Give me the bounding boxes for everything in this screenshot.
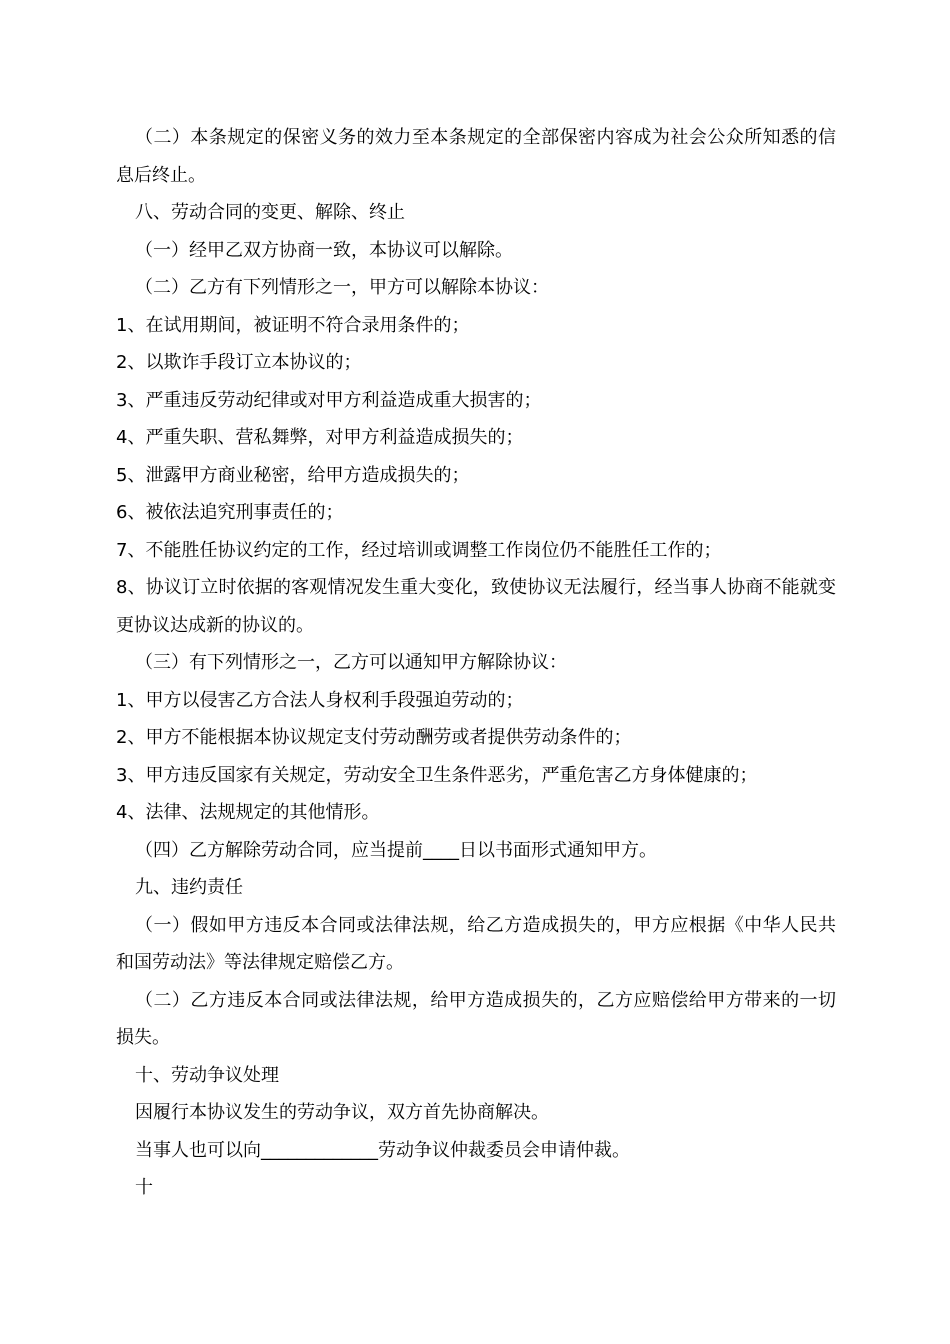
document-body <box>116 119 836 1207</box>
list-item: 2、甲方不能根据本协议规定支付劳动酬劳或者提供劳动条件的； <box>116 727 632 748</box>
list-item: 2、以欺诈手段订立本协议的； <box>116 352 362 373</box>
paragraph-9-2: （二）乙方违反本合同或法律法规，给甲方造成损失的，乙方应赔偿给甲方带来的一切损失。 <box>116 989 836 1048</box>
section-heading-11-partial: 十 <box>135 1177 153 1198</box>
list-item: 1、在试用期间，被证明不符合录用条件的； <box>116 314 470 336</box>
paragraph-8-3: （三）有下列情形之一，乙方可以通知甲方解除协议： <box>135 652 567 673</box>
list-item: 3、甲方违反国家有关规定，劳动安全卫生条件恶劣，严重危害乙方身体健康的； <box>116 764 758 786</box>
section-heading-10: 十、劳动争议处理 <box>135 1064 279 1086</box>
list-item: 8、协议订立时依据的客观情况发生重大变化，致使协议无法履行，经当事人协商不能就变更协议达成新的协议的。 <box>116 577 836 636</box>
list-item: 3、严重违反劳动纪律或对甲方利益造成重大损害的； <box>116 389 542 411</box>
section-heading-9: 九、违约责任 <box>135 877 243 898</box>
paragraph-8-4: （四）乙方解除劳动合同，应当提前____日以书面形式通知甲方。 <box>135 839 657 861</box>
paragraph-8-2: （二）乙方有下列情形之一，甲方可以解除本协议： <box>135 277 549 298</box>
paragraph-8-1: （一）经甲乙双方协商一致，本协议可以解除。 <box>135 239 513 261</box>
list-item: 4、严重失职、营私舞弊，对甲方利益造成损失的； <box>116 427 524 448</box>
section-heading-8: 八、劳动合同的变更、解除、终止 <box>135 202 405 223</box>
list-item: 7、不能胜任协议约定的工作，经过培训或调整工作岗位仍不能胜任工作的； <box>116 539 722 561</box>
list-item: 5、泄露甲方商业秘密，给甲方造成损失的； <box>116 464 470 486</box>
paragraph-10-2: 当事人也可以向_____________劳动争议仲裁委员会申请仲裁。 <box>135 1139 630 1161</box>
paragraph-9-1: （一）假如甲方违反本合同或法律法规，给乙方造成损失的，甲方应根据《中华人民共和国劳动法》等法律规定赔偿乙方。 <box>116 914 836 973</box>
paragraph-10-1: 因履行本协议发生的劳动争议，双方首先协商解决。 <box>135 1102 549 1123</box>
list-item: 1、甲方以侵害乙方合法人身权利手段强迫劳动的； <box>116 689 524 711</box>
list-item: 6、被依法追究刑事责任的； <box>116 502 344 523</box>
paragraph-confidentiality-termination: （二）本条规定的保密义务的效力至本条规定的全部保密内容成为社会公众所知悉的信息后终止。 <box>116 127 836 186</box>
list-item: 4、法律、法规规定的其他情形。 <box>116 802 380 823</box>
